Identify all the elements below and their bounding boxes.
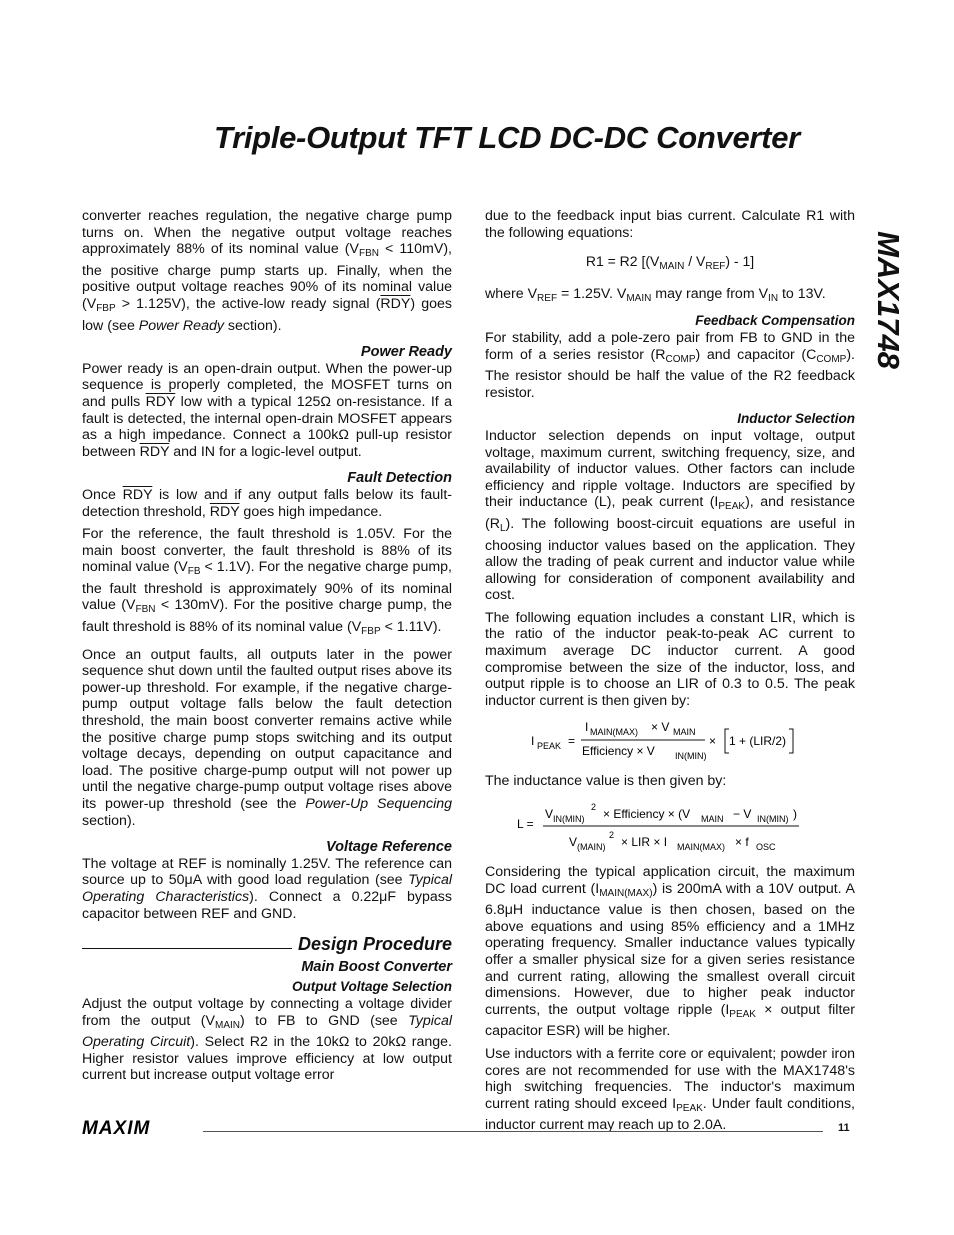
svg-text:V: V <box>545 807 554 822</box>
svg-text:− V: − V <box>733 807 752 822</box>
svg-text:Efficiency × V: Efficiency × V <box>582 744 655 759</box>
svg-text:(MAIN): (MAIN) <box>577 842 606 853</box>
svg-text:2: 2 <box>591 802 597 813</box>
svg-text:IN(MIN): IN(MIN) <box>553 814 585 825</box>
intro-paragraph: converter reaches regulation, the negative charge pump turns on. When the negative output voltage reaches approximately 88% of its nominal value $(V_{FBN} < 110mV)$, the positive charge pump starts up. Finally, when the positive output voltage reaches 90% of its nominal value $(V_{FBP} > 1.125V)$, the active-low ready signal $(\overline{RDY})$ goes low (see Power Ready section). <box>82 208 452 334</box>
svg-text:× f: × f <box>735 835 749 850</box>
svg-text:2: 2 <box>609 830 615 841</box>
svg-text:I: I <box>585 720 589 735</box>
power-ready-heading: Power Ready <box>360 344 452 361</box>
svg-text:V: V <box>569 835 578 850</box>
fault-detection-paragraph-3: Once an output faults, all outputs later in the power sequence shut down until the faulted output rises above its power-up threshold. For example, if the negative charge-pump output voltage falls below the fault detection threshold, the main boost converter remains active while the positive charge pump stops switching and its output voltage decays, depending on output capacitance and load. The positive charge-pump output will not power up until the negative charge-pump output voltage rises above its power-up threshold (see the Power-Up Sequencing section). <box>82 646 453 829</box>
page-title: Triple-Output TFT LCD DC-DC Converter <box>214 120 800 155</box>
right-column <box>485 208 855 1134</box>
svg-text:1 + (LIR/2): 1 + (LIR/2) <box>729 734 787 749</box>
svg-text:MAIN: MAIN <box>701 814 724 825</box>
svg-text:): ) <box>793 807 797 822</box>
svg-text:IN(MIN): IN(MIN) <box>675 751 707 762</box>
fault-detection-heading: Fault Detection <box>347 470 452 487</box>
design-procedure-heading-row <box>82 936 452 953</box>
voltage-reference-paragraph: The voltage at REF is nominally 1.25V. The reference can source up to 50μA with good load regulation (see Typical Operating Characteristics). Connect a 0.22μF bypass capacitor between REF and GND. <box>82 855 452 922</box>
inductance-equation <box>485 796 855 856</box>
inductance-intro: The inductance value is then given by: <box>485 773 727 790</box>
svg-text:IN(MIN): IN(MIN) <box>757 814 789 825</box>
svg-text:×: × <box>709 734 717 749</box>
output-voltage-heading: Output Voltage Selection <box>291 979 452 995</box>
where-line: where $V_{REF} = 1.25V$. $V_{MAIN}$ may range from $V_{IN}$ to 13V. <box>485 285 826 304</box>
feedback-paragraph: For stability, add a pole-zero pair from FB to GND in the form of a series resistor $(R_{COMP})$ and capacitor $(C_{COMP})$. The resistor should be half the value of the R2 feedback resistor. <box>485 329 855 401</box>
svg-text:OSC: OSC <box>756 842 776 853</box>
design-procedure-heading: Design Procedure <box>297 934 452 955</box>
fault-detection-paragraph-1: Once $\overline{RDY}$ is low and if any output falls below its fault-detection threshold, $\overline{RDY}$ goes high impedance. <box>82 486 452 520</box>
main-boost-heading: Main Boost Converter <box>301 958 452 975</box>
svg-text:MAIN(MAX): MAIN(MAX) <box>677 842 725 853</box>
svg-text:PEAK: PEAK <box>537 741 562 752</box>
page-number: 11 <box>838 1122 850 1134</box>
svg-text:L =: L = <box>517 817 534 832</box>
fault-detection-paragraph-2: For the reference, the fault threshold is 1.05V. For the main boost converter, the fault threshold is 88% of its nominal value $(V_{FB} < 1.1V)$. For the negative charge pump, the fault threshold is approximately 90% of its nominal value $(V_{FBN} < 130mV)$. For the positive charge pump, the fault threshold is 88% of its nominal value $(V_{FBP} < 1.11V)$. <box>82 526 452 638</box>
svg-text:× LIR × I: × LIR × I <box>621 835 668 850</box>
maxim-logo <box>82 1118 192 1138</box>
svg-text:× V: × V <box>651 720 670 735</box>
inductor-paragraph-1: Inductor selection depends on input voltage, output voltage, maximum current, switching frequency, size, and availability of inductor values. Other factors can include efficiency and ripple voltage. Inductors are specified by their inductance (L), peak current $(I_{PEAK})$, and resistance $(R_L)$. The following boost-circuit equations are useful in choosing inductor values based on the application. They allow the trading of peak current and inductor value while allowing for consideration of component availability and cost. <box>485 427 855 604</box>
voltage-reference-heading: Voltage Reference <box>326 839 452 856</box>
footer-rule <box>203 1131 823 1132</box>
left-column <box>82 208 452 1084</box>
continuation-paragraph: due to the feedback input bias current. Calculate R1 with the following equations: <box>485 208 855 241</box>
inductor-paragraph-2: The following equation includes a constant LIR, which is the ratio of the inductor peak-to-peak AC current to maximum average DC inductor current. A good compromise between the size of the inductor, loss, and output ripple is to choose an LIR of 0.3 to 0.5. The peak inductor current is then given by: <box>485 609 855 709</box>
heading-rule <box>82 948 292 949</box>
peak-current-equation <box>485 715 855 765</box>
svg-text:× Efficiency × (V: × Efficiency × (V <box>603 807 691 822</box>
feedback-compensation-heading: Feedback Compensation <box>695 313 855 329</box>
inductor-selection-heading: Inductor Selection <box>737 411 855 427</box>
svg-text:=: = <box>568 734 576 749</box>
inductor-paragraph-4: Use inductors with a ferrite core or equivalent; powder iron cores are not recommended for use with the MAX1748's high switching frequencies. The inductor's maximum current rating should exceed $I_{PEAK}$. Under fault conditions, inductor current may reach up to 2.0A. <box>485 1045 855 1134</box>
svg-text:I: I <box>531 734 535 749</box>
side-part-number: MAX1748 <box>871 231 906 369</box>
svg-text:MAIN: MAIN <box>673 727 696 738</box>
r1-equation: R1 = R2 $[(V_{MAIN} / V_{REF}) - 1]$ <box>585 253 755 273</box>
power-ready-paragraph: Power ready is an open-drain output. When the power-up sequence is properly completed, the MOSFET turns on and pulls $\overline{RDY}$ low with a typical 125Ω on-resistance. If a fault is detected, the internal open-drain MOSFET appears as a high impedance. Connect a 100kΩ pull-up resistor between $\overline{RDY}$ and IN for a logic-level output. <box>82 360 453 460</box>
svg-text:MAXIM: MAXIM <box>82 1118 151 1138</box>
output-voltage-paragraph: Adjust the output voltage by connecting a voltage divider from the output $(V_{MAIN})$ to FB to GND (see Typical Operating Circuit). Select R2 in the 10kΩ to 20kΩ range. Higher resistor values improve efficiency at low output current but increase output voltage error <box>82 995 453 1084</box>
svg-text:MAIN(MAX): MAIN(MAX) <box>590 727 638 738</box>
inductor-paragraph-3: Considering the typical application circuit, the maximum DC load current $(I_{MAIN(MAX)})$ is 200mA with a 10V output. A 6.8μH inductance value is then chosen, based on the above equations and using 85% efficiency and a 1MHz operating frequency. Smaller inductance values typically offer a smaller physical size for a given series resistance and current rating, allowing the smallest overall circuit dimensions. However, due to higher peak inductor currents, the output voltage ripple ($I_{PEAK}$ × output filter capacitor ESR) will be higher. <box>485 864 856 1040</box>
